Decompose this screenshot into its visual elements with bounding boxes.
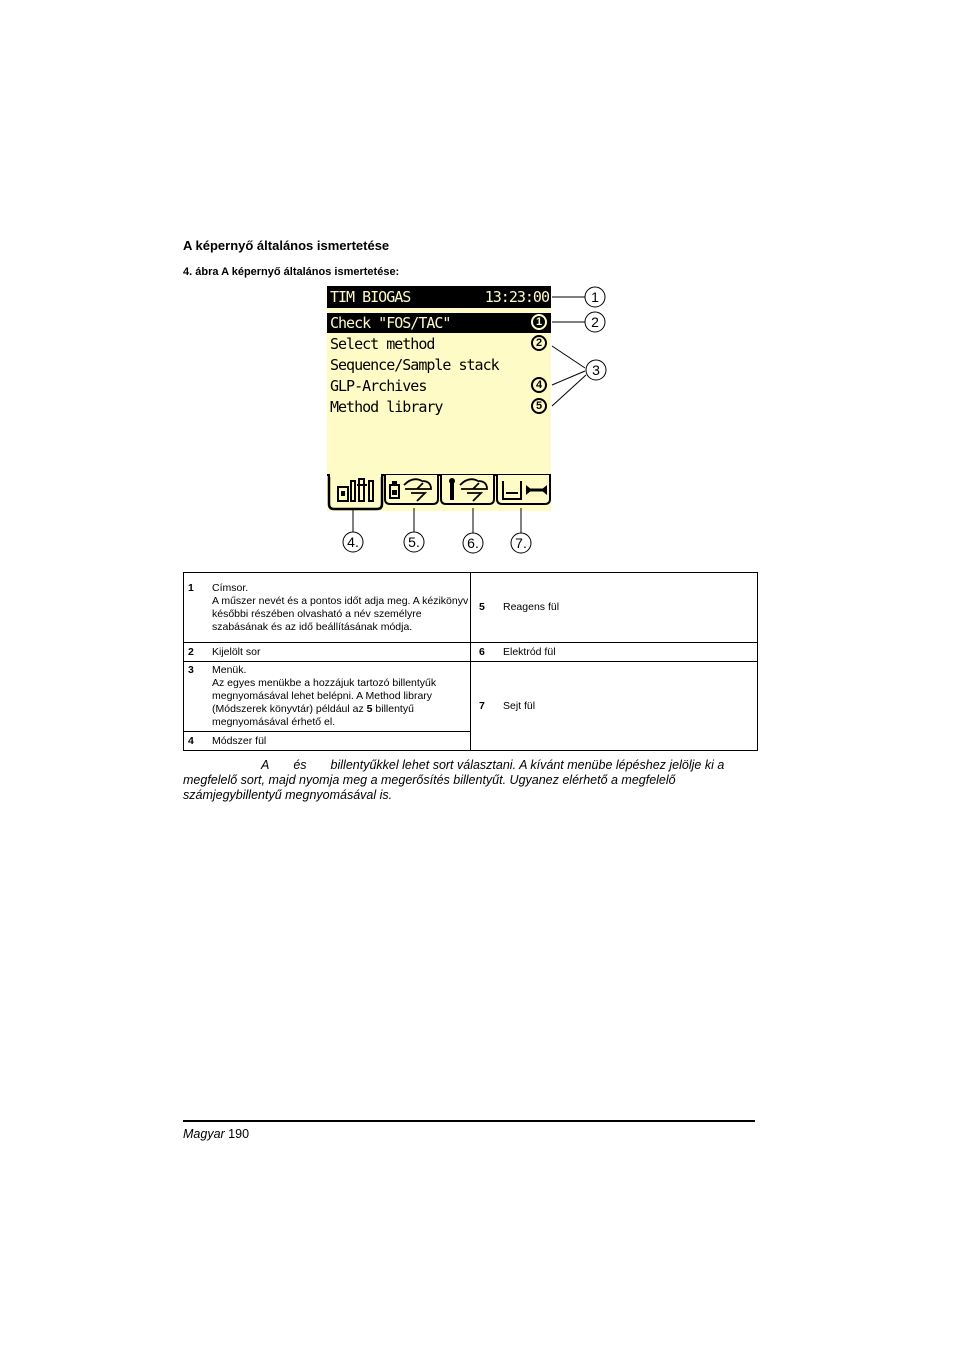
legend-cell: [184, 573, 471, 643]
legend-cell: [184, 662, 471, 732]
legend-num: 2: [188, 645, 194, 658]
legend-cell: [184, 732, 471, 751]
figure-title: 4. ábra A képernyő általános ismertetése:: [183, 266, 400, 278]
key-4-icon: 4: [531, 377, 547, 393]
legend-num: 7: [479, 699, 485, 712]
legend-num: 6: [479, 645, 485, 658]
key-1-icon: 1: [531, 314, 547, 330]
callout-1: 1: [591, 289, 599, 305]
page-footer: [183, 1127, 249, 1141]
callout-6: 6.: [467, 535, 479, 551]
legend-desc: Reagens fül: [503, 601, 560, 613]
legend-desc-body-end: billentyű megnyomásával érhető el.: [212, 703, 414, 728]
key-5-icon: 5: [531, 398, 547, 414]
note-text-body: billentyűkkel lehet sort választani. A kívánt menübe lépéshez jelölje ki a megfelelő sort, majd nyomja meg a megerősítés billentyűt. Ugyanez elérhető a megfelelő számjegybillentyű megnyomásával is.: [183, 758, 725, 802]
legend-desc: [212, 582, 470, 634]
legend-num: 3: [188, 664, 194, 676]
note-paragraph: [183, 758, 758, 803]
legend-key-number: 5: [366, 703, 373, 715]
menu-item-label: Method library: [330, 398, 443, 416]
legend-cell: [184, 643, 471, 662]
legend-desc-title: Menük.: [212, 664, 247, 676]
instrument-name: TIM BIOGAS: [330, 288, 411, 306]
callout-4: 4.: [347, 534, 359, 550]
menu-item-label: Select method: [330, 335, 435, 353]
menu-item-label: GLP-Archives: [330, 377, 427, 395]
callout-2: 2: [591, 314, 599, 330]
legend-table: [183, 572, 758, 751]
clock-time: 13:23:00: [484, 288, 549, 306]
page-number: 190: [228, 1127, 250, 1141]
callout-5: 5.: [408, 534, 420, 550]
section-heading: A képernyő általános ismertetése: [183, 238, 390, 253]
callout-3: 3: [592, 362, 600, 378]
legend-desc-body: Az egyes menükbe a hozzájuk tartozó billentyűk megnyomásával lehet belépni. A Method library (Módszerek könyvtár) például az: [212, 677, 437, 715]
legend-num: 5: [479, 601, 485, 613]
legend-desc: Módszer fül: [212, 734, 267, 747]
callout-lines: [0, 0, 954, 600]
footer-rule: [183, 1120, 755, 1122]
legend-desc: Sejt fül: [503, 699, 536, 712]
legend-desc-body: A műszer nevét és a pontos időt adja meg. A kézikönyv későbbi részében olvasható a név személyre szabásának és az idő beállításának módja.: [212, 594, 469, 633]
legend-cell: [471, 662, 758, 751]
menu-item-label: Check "FOS/TAC": [330, 314, 451, 332]
note-text-es: és: [293, 758, 307, 772]
key-2-icon: 2: [531, 335, 547, 351]
callout-7: 7.: [515, 535, 527, 551]
legend-cell: [471, 573, 758, 643]
legend-desc: Elektród fül: [503, 645, 556, 658]
legend-num: 4: [188, 734, 194, 747]
menu-item-label: Sequence/Sample stack: [330, 356, 499, 374]
footer-language: Magyar: [183, 1127, 225, 1141]
legend-cell: [471, 643, 758, 662]
legend-num: 1: [188, 581, 194, 594]
legend-desc: [212, 664, 470, 729]
note-text-a: A: [261, 758, 270, 772]
legend-desc-title: Címsor.: [212, 581, 249, 594]
legend-desc: Kijelölt sor: [212, 645, 261, 658]
